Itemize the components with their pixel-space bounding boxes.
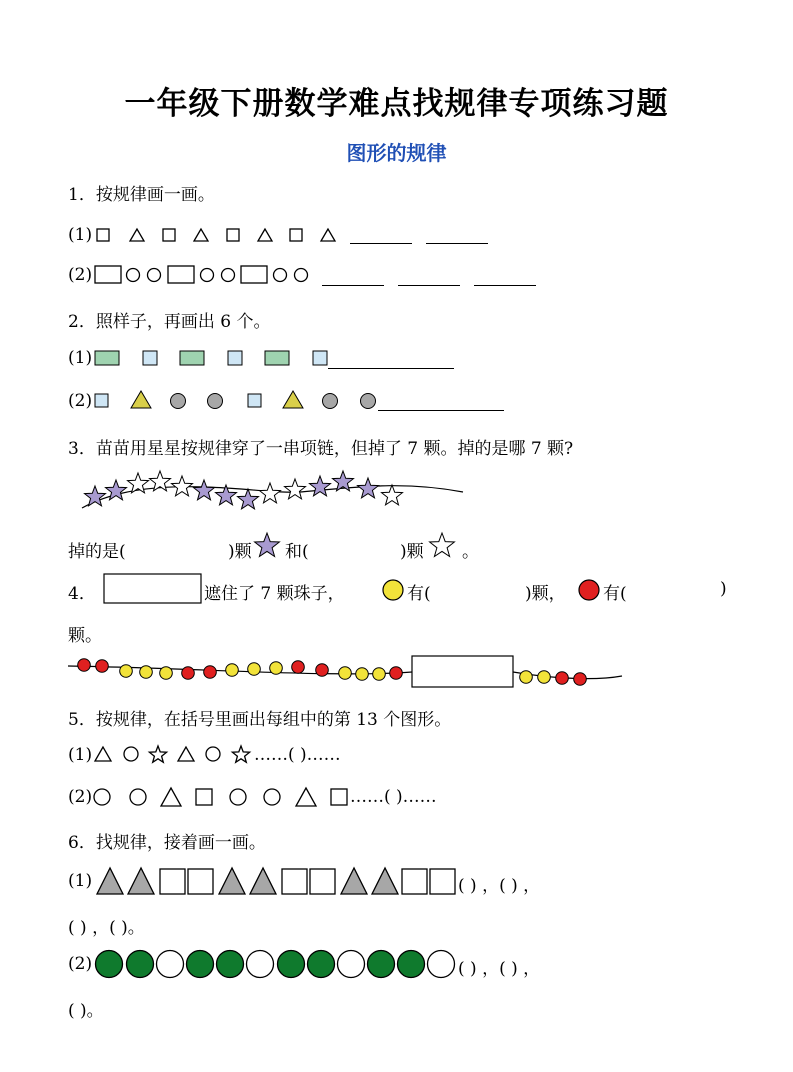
- triangle-icon: [178, 747, 194, 761]
- red-bead-icon: [579, 580, 599, 600]
- page-title: 一年级下册数学难点找规律专项练习题: [124, 86, 669, 122]
- q4-unit-line2: 颗。: [68, 626, 102, 646]
- q1-part2-label: (2): [68, 265, 93, 285]
- empty-star-icon: [285, 479, 306, 499]
- circle-icon: [206, 747, 220, 761]
- square-icon: [196, 789, 212, 805]
- yellow-triangle-icon: [131, 391, 151, 408]
- cover-box-icon: [104, 574, 201, 603]
- red-bead-icon: [574, 673, 587, 686]
- q2-part2-shapes: [95, 391, 376, 409]
- circle-icon: [127, 269, 140, 282]
- green-rectangle-icon: [180, 351, 204, 365]
- gray-triangle-icon: [372, 868, 398, 894]
- q5-part1-label: (1): [68, 745, 93, 765]
- square-icon: [160, 869, 185, 894]
- green-circle-icon: [96, 951, 123, 978]
- q4-yellow-unit: )颗，: [525, 584, 566, 604]
- yellow-bead-icon: [339, 667, 352, 680]
- q3-star-necklace: [82, 471, 463, 509]
- q3-answer-mid3: )颗: [400, 542, 424, 562]
- q1-part1-shapes: [97, 229, 335, 241]
- yellow-bead-icon: [226, 664, 239, 677]
- triangle-icon: [161, 788, 181, 806]
- q5-text: 5．按规律，在括号里画出每组中的第 13 个图形。: [68, 710, 452, 730]
- q5-part2-shapes: [94, 788, 347, 806]
- q6-part1-shapes: [97, 868, 455, 894]
- blue-square-icon: [228, 351, 242, 365]
- square-icon: [163, 229, 175, 241]
- triangle-icon: [130, 229, 144, 241]
- filled-star-icon: [358, 478, 379, 498]
- q1-text: 1．按规律画一画。: [68, 185, 215, 205]
- circle-icon: [295, 269, 308, 282]
- red-bead-icon: [204, 666, 217, 679]
- green-rectangle-icon: [95, 351, 119, 365]
- q4-number: 4．: [68, 584, 96, 604]
- circle-icon: [264, 789, 280, 805]
- q6-part1-answers: ( ) ，( ) ，: [458, 876, 541, 896]
- q4-red-close: ): [720, 579, 727, 599]
- yellow-bead-icon: [356, 668, 369, 681]
- green-circle-icon: [308, 951, 335, 978]
- rectangle-icon: [241, 266, 267, 283]
- red-bead-icon: [316, 664, 329, 677]
- gray-triangle-icon: [97, 868, 123, 894]
- q2-text: 2．照样子，再画出 6 个。: [68, 312, 271, 332]
- square-icon: [430, 869, 455, 894]
- gray-circle-icon: [323, 394, 338, 409]
- q3-answer-mid2: 和(: [285, 542, 309, 562]
- square-icon: [227, 229, 239, 241]
- red-bead-icon: [292, 661, 305, 674]
- q5-part1-shapes: [95, 746, 250, 762]
- blue-square-icon: [248, 394, 261, 407]
- q1-part1-label: (1): [68, 225, 93, 245]
- circle-icon: [274, 269, 287, 282]
- q5-part2-label: (2): [68, 787, 93, 807]
- filled-star-icon: [310, 476, 331, 496]
- gray-triangle-icon: [128, 868, 154, 894]
- green-circle-icon: [127, 951, 154, 978]
- green-circle-icon: [278, 951, 305, 978]
- triangle-icon: [321, 229, 335, 241]
- q2-part1-label: (1): [68, 348, 93, 368]
- q5-part2-answer: ……( )……: [350, 787, 437, 807]
- gray-circle-icon: [208, 394, 223, 409]
- yellow-triangle-icon: [283, 391, 303, 408]
- yellow-bead-icon: [520, 671, 533, 684]
- empty-star-icon: [172, 476, 193, 496]
- filled-star-icon: [194, 480, 215, 500]
- bead-cover-box: [412, 656, 513, 687]
- q6-part2-shapes: [96, 951, 455, 978]
- square-icon: [188, 869, 213, 894]
- red-bead-icon: [390, 667, 403, 680]
- q4-bead-string: [68, 656, 622, 687]
- green-circle-icon: [187, 951, 214, 978]
- green-circle-icon: [368, 951, 395, 978]
- q1-part2-shapes: [95, 266, 308, 283]
- red-bead-icon: [556, 672, 569, 685]
- square-icon: [290, 229, 302, 241]
- rectangle-icon: [168, 266, 194, 283]
- q4-red-label: 有(: [603, 584, 627, 604]
- square-icon: [402, 869, 427, 894]
- q2-part1-shapes: [95, 351, 327, 365]
- green-circle-icon: [217, 951, 244, 978]
- gray-triangle-icon: [250, 868, 276, 894]
- red-bead-icon: [96, 660, 109, 673]
- star-icon: [149, 746, 166, 762]
- circle-icon: [230, 789, 246, 805]
- square-icon: [310, 869, 335, 894]
- star-icon: [232, 746, 249, 762]
- q3-text: 3．苗苗用星星按规律穿了一串项链，但掉了 7 颗。掉的是哪 7 颗?: [68, 439, 574, 459]
- circle-icon: [94, 789, 110, 805]
- yellow-bead-icon: [120, 665, 133, 678]
- gray-triangle-icon: [219, 868, 245, 894]
- q4-text-cover: 遮住了 7 颗珠子，: [204, 584, 345, 604]
- white-circle-icon: [157, 951, 184, 978]
- square-icon: [331, 789, 347, 805]
- yellow-bead-icon: [140, 666, 153, 679]
- empty-star-icon: [382, 485, 403, 505]
- triangle-icon: [95, 747, 111, 761]
- q3-answer-mid1: )颗: [228, 542, 252, 562]
- square-icon: [282, 869, 307, 894]
- white-circle-icon: [338, 951, 365, 978]
- yellow-bead-icon: [373, 668, 386, 681]
- q6-part2-answers-line2: ( )。: [68, 1001, 104, 1021]
- q6-part1-label: (1): [68, 871, 93, 891]
- empty-star-icon: [260, 483, 281, 503]
- yellow-bead-icon: [270, 662, 283, 675]
- rectangle-icon: [95, 266, 121, 283]
- circle-icon: [148, 269, 161, 282]
- blue-square-icon: [95, 394, 108, 407]
- filled-star-icon: [238, 489, 259, 509]
- red-bead-icon: [78, 659, 91, 672]
- q3-answer-prefix: 掉的是(: [68, 542, 126, 562]
- q2-part2-label: (2): [68, 391, 93, 411]
- q5-part1-answer: ……( )……: [254, 745, 341, 765]
- q6-part2-answers: ( ) ，( ) ，: [458, 959, 541, 979]
- yellow-bead-icon: [383, 580, 403, 600]
- triangle-icon: [296, 788, 316, 806]
- empty-star-icon: [430, 533, 455, 557]
- q6-part1-answers-line2: ( ) ，( )。: [68, 918, 145, 938]
- square-icon: [97, 229, 109, 241]
- circle-icon: [222, 269, 235, 282]
- white-circle-icon: [247, 951, 274, 978]
- green-rectangle-icon: [265, 351, 289, 365]
- red-bead-icon: [182, 667, 195, 680]
- q3-answer-end: 。: [462, 542, 479, 562]
- filled-star-icon: [85, 486, 106, 506]
- gray-circle-icon: [361, 394, 376, 409]
- gray-circle-icon: [171, 394, 186, 409]
- green-circle-icon: [398, 951, 425, 978]
- q6-text: 6．找规律，接着画一画。: [68, 833, 266, 853]
- circle-icon: [124, 747, 138, 761]
- triangle-icon: [258, 229, 272, 241]
- page-subtitle: 图形的规律: [346, 141, 447, 165]
- white-circle-icon: [428, 951, 455, 978]
- yellow-bead-icon: [538, 671, 551, 684]
- blue-square-icon: [143, 351, 157, 365]
- filled-star-icon: [255, 533, 280, 557]
- yellow-bead-icon: [160, 667, 173, 680]
- triangle-icon: [194, 229, 208, 241]
- blue-square-icon: [313, 351, 327, 365]
- gray-triangle-icon: [341, 868, 367, 894]
- circle-icon: [201, 269, 214, 282]
- circle-icon: [130, 789, 146, 805]
- q4-yellow-label: 有(: [407, 584, 431, 604]
- q6-part2-label: (2): [68, 954, 93, 974]
- yellow-bead-icon: [248, 663, 261, 676]
